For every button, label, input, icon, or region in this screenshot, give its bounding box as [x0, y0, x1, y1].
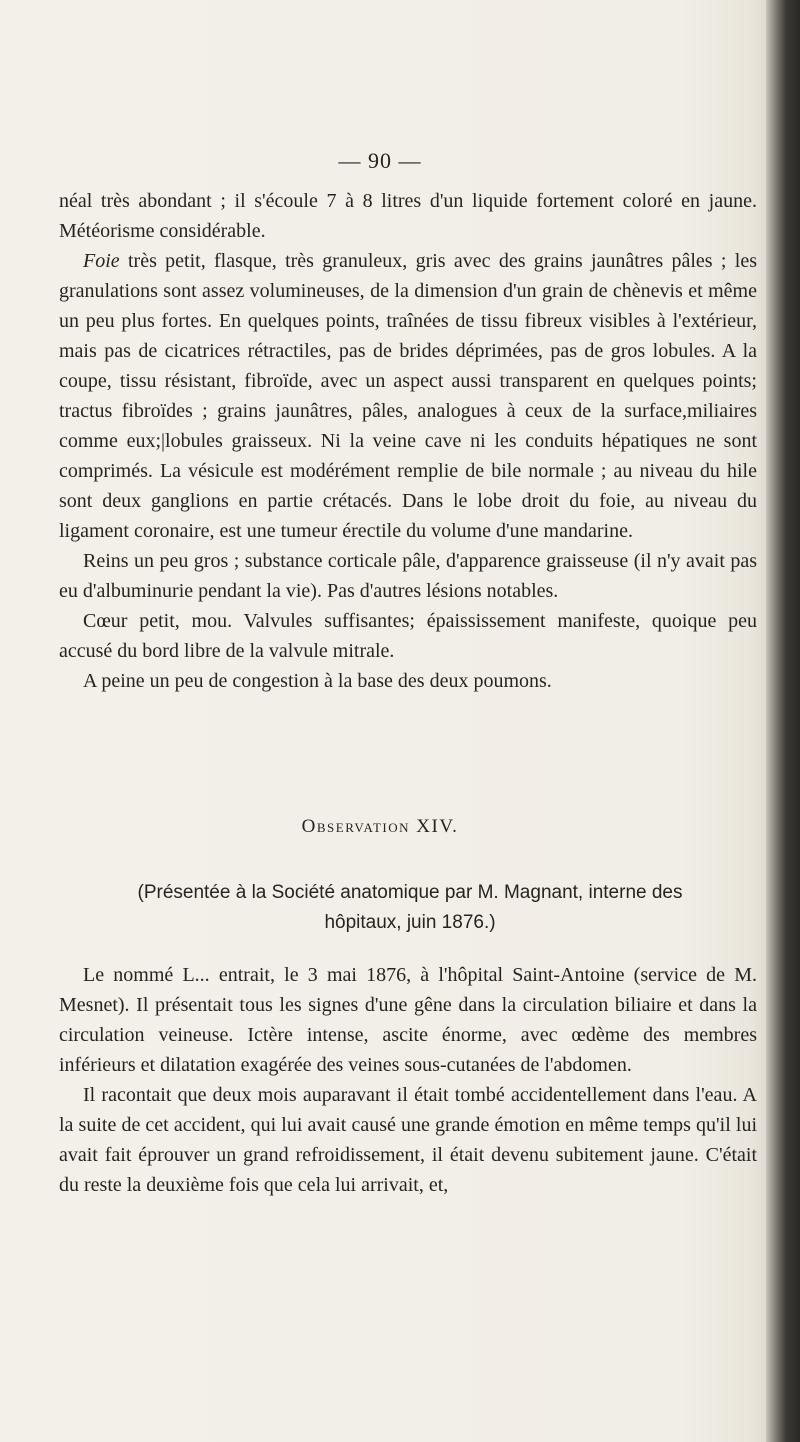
paragraph-case-2: Il racontait que deux mois auparavant il était tombé accidentellement dans l'eau. A la suite de cet accident, qui lui avait causé une grande émotion en même temps qu'il lui avait fait éprouver un grand refroidissement, il était devenu subitement jaune. C'était du reste la deuxième fois que cela lui arrivait, et, [59, 1084, 757, 1196]
paragraph-foie [59, 246, 757, 546]
observation-subtitle: (Présentée à la Société anatomique par M. Magnant, interne des hôpitaux, juin 1876.) [137, 882, 683, 933]
foie-text: très petit, flasque, très granuleux, gris avec des grains jaunâtres pâles ; les granulations sont assez volumineuses, de la dimension d'un grain de chènevis et même un peu plus fortes. En quelques points, traînées de tissu fibreux visibles à l'extérieur, mais pas de cicatrices rétractiles, pas de brides déprimées, pas de gros lobules. A la coupe, tissu résistant, fibroïde, avec un aspect aussi transparent en quelques points; tractus fibroïdes ; grains jaunâtres, pâles, analogues à ceux de la surface,miliaires comme eux;|lobules graisseux. Ni la veine cave ni les conduits hépatiques ne sont comprimés. La vésicule est modérément remplie de bile normale ; au niveau du hile sont deux ganglions en partie crétacés. Dans le lobe droit du foie, au niveau du ligament coronaire, est une tumeur érectile du volume d'une mandarine. [59, 250, 757, 542]
paragraph-case-1: Le nommé L... entrait, le 3 mai 1876, à l'hôpital Saint-Antoine (service de M. Mesnet). Il présentait tous les signes d'une gêne dans la circulation biliaire et dans la circulation veineuse. Ictère intense, ascite énorme, avec œdème des membres inférieurs et dilatation exagérée des veines sous-cutanées de l'abdomen. [59, 964, 757, 1076]
book-edge [766, 0, 800, 1442]
autopsy-text [59, 186, 757, 696]
page-number: — 90 — [338, 148, 422, 173]
paragraph-intro: néal très abondant ; il s'écoule 7 à 8 litres d'un liquide fortement coloré en jaune. Météorisme considérable. [59, 190, 757, 242]
case-text [59, 960, 757, 1200]
foie-heading: Foie [83, 250, 120, 272]
paragraph-apeine: A peine un peu de congestion à la base des deux poumons. [83, 670, 552, 692]
paragraph-reins: Reins un peu gros ; substance corticale pâle, d'apparence graisseuse (il n'y avait pas eu d'albuminurie pendant la vie). Pas d'autres lésions notables. [59, 550, 757, 602]
paragraph-coeur: Cœur petit, mou. Valvules suffisantes; épaississement manifeste, quoique peu accusé du bord libre de la valvule mitrale. [59, 610, 757, 662]
observation-title: Observation XIV. [301, 816, 459, 837]
